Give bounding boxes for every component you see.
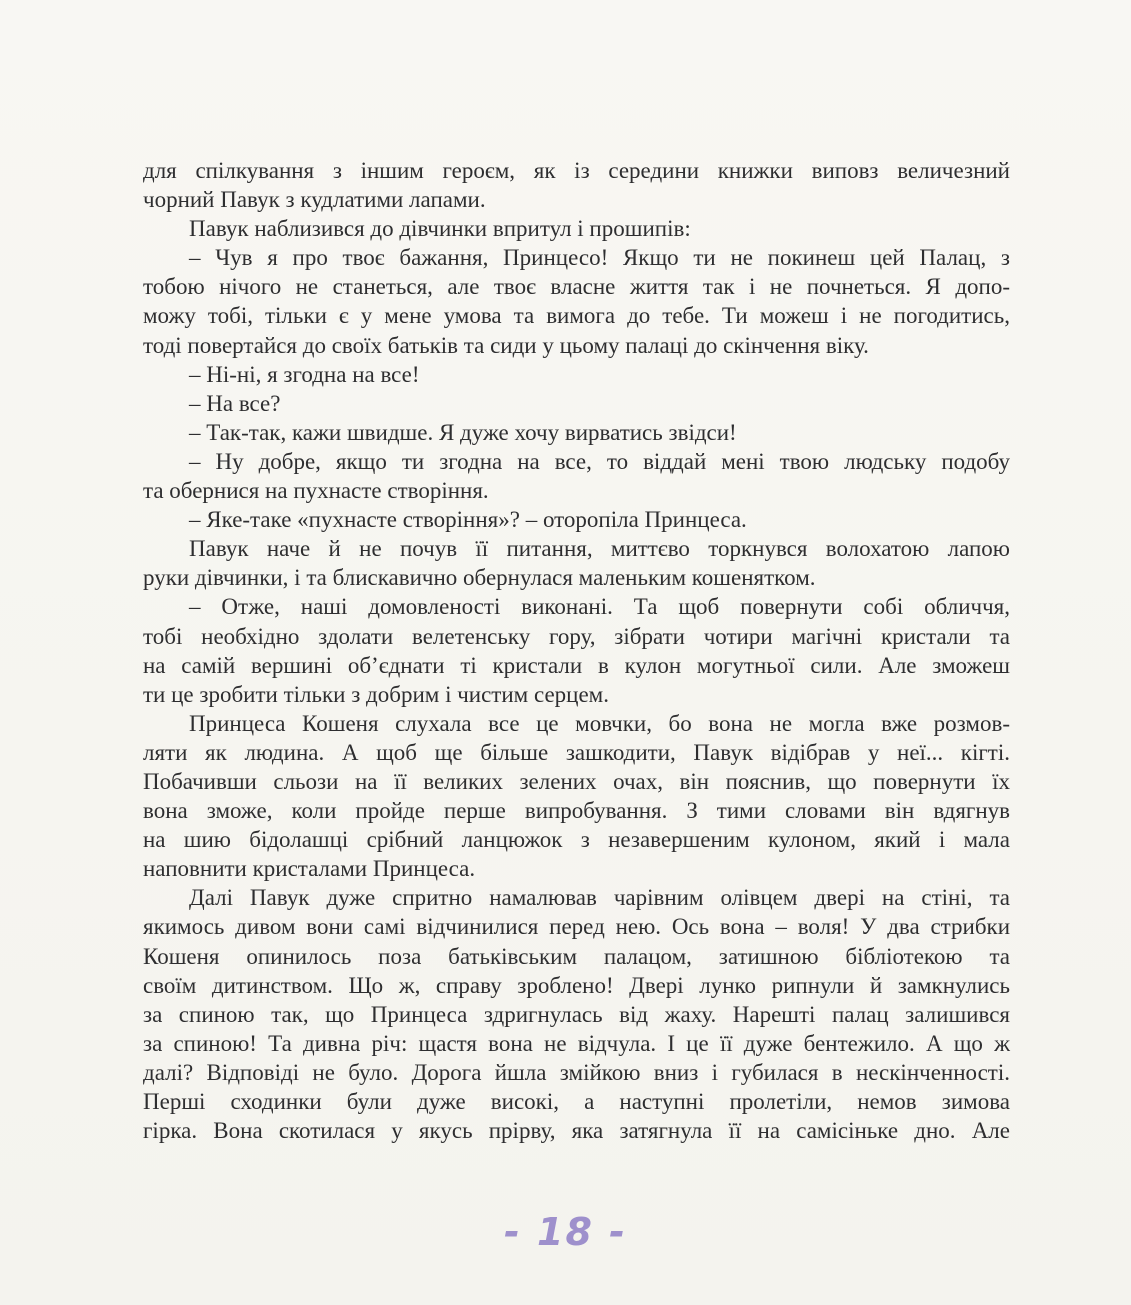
text-line: тоді повертайся до своїх батьків та сиди у цьому палаці до скінчення віку. [143, 332, 869, 358]
text-line: чорний Павук з кудлатими лапами. [143, 187, 486, 213]
text-line: – Чув я про твоє бажання, Принцесо! Якщо ти не покинеш цей Палац, з [189, 245, 1010, 271]
text-line: Далі Павук дуже спритно намалював чарівним олівцем двері на стіні, та [189, 885, 1010, 911]
text-line: ляти як людина. А щоб ще більше зашкодити, Павук відібрав у неї... кігті. [143, 739, 1010, 765]
text-line: – Яке-таке «пухнасте створіння»? – оторопіла Принцеса. [189, 507, 747, 533]
page-number: - 18 - [504, 1210, 627, 1254]
text-line: – На все? [189, 390, 281, 416]
text-line: за спиною! Та дивна річ: щастя вона не відчула. І це її дуже бентежило. А що ж [143, 1030, 1010, 1056]
text-line: та обернися на пухнасте створіння. [143, 478, 489, 504]
body-text [143, 156, 1010, 1145]
text-line: наповнити кристалами Принцеса. [143, 856, 476, 882]
text-line: тобі необхідно здолати велетенську гору, зібрати чотири магічні кристали та [143, 623, 1010, 649]
text-line: гірка. Вона скотилася у якусь прірву, яка затягнула її на самісіньке дно. Але [143, 1118, 1010, 1144]
text-line: Кошеня опинилось поза батьківським палацом, затишною бібліотекою та [143, 943, 1010, 969]
text-line: на шию бідолашці срібний ланцюжок з незавершеним кулоном, який і мала [143, 827, 1010, 853]
text-line: своїм дитинством. Що ж, справу зроблено! Двері лунко рипнули й замкнулись [143, 972, 1010, 998]
text-line: для спілкування з іншим героєм, як із середини книжки виповз величезний [143, 158, 1010, 183]
text-line: на самій вершині об’єднати ті кристали в кулон могутньої сили. Але зможеш [143, 652, 1010, 678]
text-line: – Отже, наші домовленості виконані. Та щоб повернути собі обличчя, [189, 594, 1010, 620]
text-line: якимось дивом вони самі відчинилися перед нею. Ось вона – воля! У два стрибки [143, 914, 1010, 940]
text-line: Принцеса Кошеня слухала все це мовчки, бо вона не могла вже розмов- [189, 710, 1010, 736]
text-line: Перші сходинки були дуже високі, а наступні пролетіли, немов зимова [143, 1089, 1010, 1114]
text-line: – Ну добре, якщо ти згодна на все, то віддай мені твою людську подобу [189, 448, 1010, 474]
text-line: – Ні-ні, я згодна на все! [189, 361, 420, 387]
text-line: Павук наче й не почув її питання, миттєво торкнувся волохатою лапою [189, 536, 1010, 562]
text-line: Побачивши сльози на її великих зелених очах, він пояснив, що повернути їх [143, 768, 1010, 794]
text-line: вона зможе, коли пройде перше випробування. З тими словами він вдягнув [143, 798, 1010, 824]
text-line: далі? Відповіді не було. Дорога йшла змійкою вниз і губилася в нескінченності. [143, 1059, 1010, 1085]
text-line: за спиною так, що Принцеса здригнулась від жаху. Нарешті палац залишився [143, 1001, 1010, 1027]
text-line: Павук наблизився до дівчинки впритул і прошипів: [189, 216, 691, 242]
text-line: – Так-так, кажи швидше. Я дуже хочу вирватись звідси! [189, 419, 737, 445]
text-line: руки дівчинки, і та блискавично обернулася маленьким кошенятком. [143, 565, 816, 591]
text-line: можу тобі, тільки є у мене умова та вимога до тебе. Ти можеш і не погодитись, [143, 303, 1010, 329]
text-line: тобою нічого не станеться, але твоє власне життя так і не почнеться. Я допо- [143, 274, 1010, 300]
text-line: ти це зробити тільки з добрим і чистим серцем. [143, 681, 609, 707]
